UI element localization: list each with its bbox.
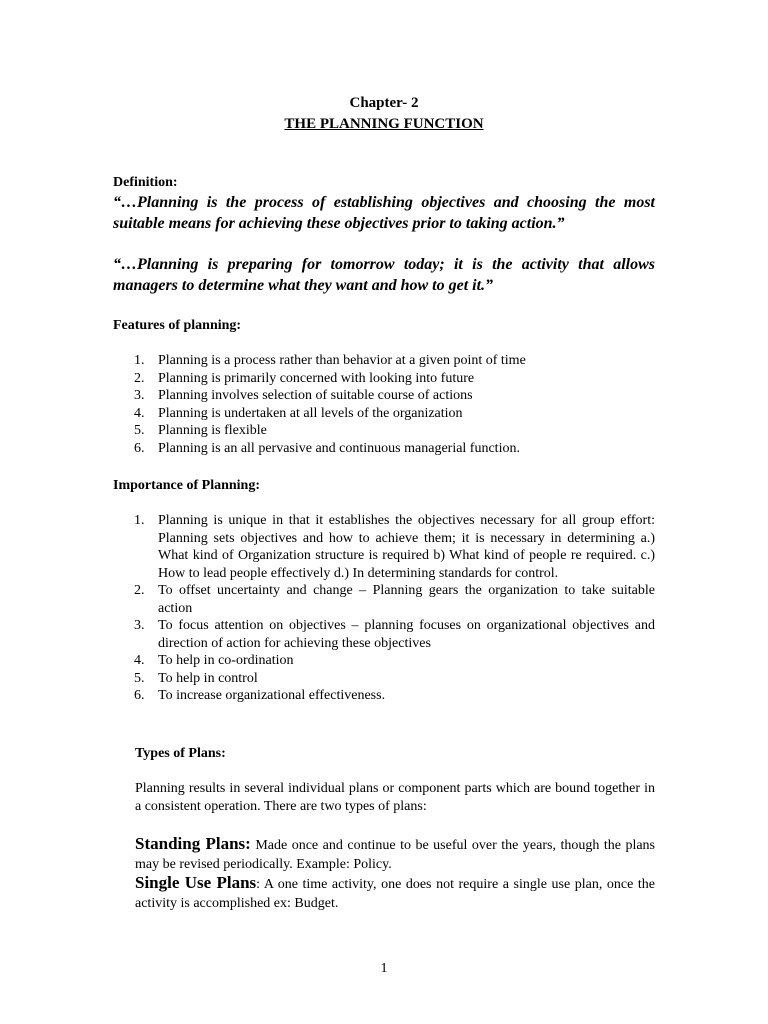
list-item bbox=[113, 617, 655, 652]
list-number: 4. bbox=[134, 405, 145, 421]
list-text: Planning is unique in that it establishes the objectives necessary for all group effort: Planning sets objectives and how to achieve them; it is necessary in determining a.) What kind of Organization structure is required b) What kind of people re required. c.) How to lead people effectively d.) In determining standards for control. bbox=[158, 513, 655, 581]
list-text: To help in co-ordination bbox=[158, 653, 294, 668]
importance-list-block bbox=[113, 512, 655, 705]
page-number: 1 bbox=[380, 961, 388, 976]
list-item bbox=[113, 652, 655, 670]
list-text: To focus attention on objectives – planning focuses on organizational objectives and direction of action for achieving these objectives bbox=[158, 618, 655, 651]
list-text: Planning is a process rather than behavior at a given point of time bbox=[158, 353, 526, 368]
list-text: Planning is primarily concerned with looking into future bbox=[158, 370, 475, 386]
definition-section bbox=[113, 174, 655, 234]
list-item bbox=[113, 670, 655, 688]
list-text: Planning is an all pervasive and continuous managerial function. bbox=[158, 440, 520, 456]
features-list bbox=[113, 352, 655, 457]
list-text: To help in control bbox=[158, 670, 258, 686]
standing-plans-text: Made once and continue to be useful over the years, though the plans may be revised periodically. Example: Policy. bbox=[135, 838, 656, 872]
types-intro-block bbox=[135, 780, 655, 815]
list-text: Planning is flexible bbox=[158, 423, 267, 438]
features-label: Features of planning: bbox=[113, 318, 242, 333]
list-number: 2. bbox=[134, 583, 145, 598]
list-number: 4. bbox=[134, 653, 145, 668]
definition-quote-2: “…Planning is preparing for tomorrow today; it is the activity that allows managers to determine what they want and how to get it.” bbox=[113, 256, 655, 294]
chapter-title bbox=[0, 116, 768, 134]
list-item bbox=[113, 405, 655, 423]
list-number: 3. bbox=[134, 388, 145, 403]
list-item bbox=[113, 370, 655, 388]
list-item bbox=[113, 582, 655, 617]
list-number: 6. bbox=[134, 440, 145, 456]
single-use-plans-heading: Single Use Plans bbox=[135, 873, 257, 892]
list-number: 3. bbox=[134, 618, 145, 633]
definition-quote-1: “…Planning is the process of establishing objectives and choosing the most suitable means for achieving these objectives prior to taking action.” bbox=[113, 193, 655, 232]
definition-quote-2-block bbox=[113, 254, 655, 296]
list-number: 5. bbox=[134, 670, 145, 686]
standing-plans-block bbox=[135, 834, 655, 874]
features-label-block bbox=[113, 317, 655, 335]
list-text: Planning involves selection of suitable course of actions bbox=[158, 388, 473, 403]
list-number: 2. bbox=[134, 370, 145, 386]
list-text: To increase organizational effectiveness. bbox=[158, 688, 386, 703]
list-item bbox=[113, 687, 655, 705]
single-use-plans-block bbox=[135, 873, 655, 913]
standing-plans bbox=[135, 834, 655, 874]
definition-label: Definition: bbox=[113, 175, 178, 190]
list-item bbox=[113, 352, 655, 370]
list-number: 5. bbox=[134, 423, 145, 438]
single-use-plans bbox=[135, 873, 655, 913]
types-intro: Planning results in several individual plans or component parts which are bound together in a consistent operation. There are two types of plans: bbox=[135, 781, 655, 814]
single-use-plans-text: : A one time activity, one does not require a single use plan, once the activity is accomplished ex: Budget. bbox=[135, 877, 655, 911]
list-number: 1. bbox=[134, 513, 145, 528]
list-text: Planning is undertaken at all levels of the organization bbox=[158, 405, 463, 421]
standing-plans-heading: Standing Plans: bbox=[135, 834, 251, 853]
list-text: To offset uncertainty and change – Planning gears the organization to take suitable action bbox=[158, 583, 655, 616]
list-number: 1. bbox=[134, 353, 145, 368]
types-label-block bbox=[135, 745, 655, 763]
list-item bbox=[113, 512, 655, 582]
importance-label: Importance of Planning: bbox=[113, 478, 260, 493]
features-list-block bbox=[113, 352, 655, 457]
list-item bbox=[113, 387, 655, 405]
list-item bbox=[113, 440, 655, 458]
chapter-heading: Chapter- 2 bbox=[349, 95, 419, 111]
importance-label-block bbox=[113, 477, 655, 495]
types-label: Types of Plans: bbox=[135, 746, 226, 761]
list-item bbox=[113, 422, 655, 440]
importance-list bbox=[113, 512, 655, 705]
list-number: 6. bbox=[134, 688, 145, 703]
chapter-title-text: THE PLANNING FUNCTION bbox=[284, 116, 484, 132]
